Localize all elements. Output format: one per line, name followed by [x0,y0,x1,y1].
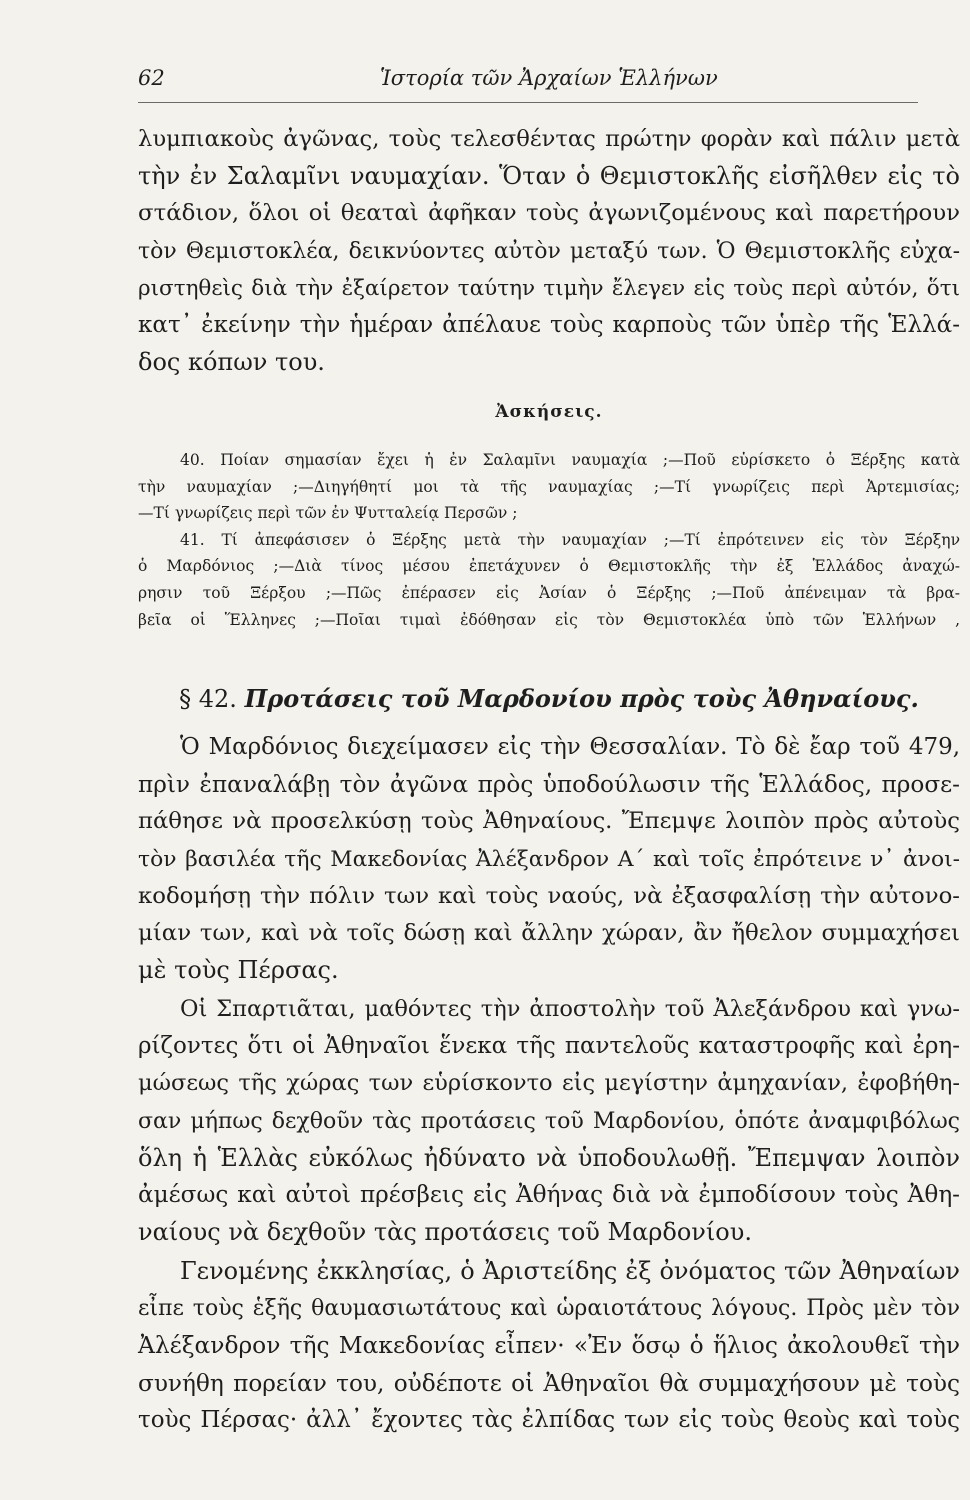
section-number: § 42. [179,685,237,713]
intro-paragraph [138,121,960,381]
text-line: τοὺς Πέρσας· ἀλλ᾽ ἔχοντες τὰς ἐλπίδας των εἰς τοὺς θεοὺς καὶ τοὺς [138,1406,960,1433]
section-title: Προτάσεις τοῦ Μαρδονίου πρὸς τοὺς Ἀθηναίους. [244,684,919,713]
text-line: δος κόπων του. [138,348,325,377]
text-line: Ἀλέξανδρον τῆς Μακεδονίας εἶπεν· «Ἐν ὅσῳ ὁ ἥλιος ἀκολουθεῖ τὴν [138,1332,960,1360]
text-line: κατ᾽ ἐκείνην τὴν ἡμέραν ἀπέλαυε τοὺς καρποὺς τῶν ὑπὲρ τῆς Ἑλλά- [138,312,960,339]
exercise-line: 40. Ποίαν σημασίαν ἔχει ἡ ἐν Σαλαμῖνι ναυμαχία ;—Ποῦ εὑρίσκετο ὁ Ξέρξης κατὰ [180,451,960,469]
text-line: ναίους νὰ δεχθοῦν τὰς προτάσεις τοῦ Μαρδονίου. [138,1218,752,1247]
exercises-list [138,447,960,633]
exercise-line: ὁ Μαρδόνιος ;—Διὰ τίνος μέσου ἐπετάχυνεν ὁ Θεμιστοκλῆς τὴν ἐξ Ἑλλάδος ἀναχώ- [138,557,960,576]
exercise-line: τὴν ναυμαχίαν ;—Διηγήθητί μοι τὰ τῆς ναυμαχίας ;—Τί γνωρίζεις περὶ Ἀρτεμισίας; [138,477,960,496]
running-title: Ἱστορία τῶν Ἀρχαίων Ἑλλήνων [380,66,718,90]
exercise-line: βεῖα οἱ Ἕλληνες ;—Ποῖαι τιμαὶ ἐδόθησαν εἰς τὸν Θεμιστοκλέα ὑπὸ τῶν Ἑλλήνων , [138,610,960,629]
exercise-line: ρησιν τοῦ Ξέρξου ;—Πῶς ἐπέρασεν εἰς Ἀσίαν ὁ Ξέρξης ;—Ποῦ ἀπένειμαν τὰ βρα- [138,583,960,602]
text-line: ρίζοντες ὅτι οἱ Ἀθηναῖοι ἕνεκα τῆς παντελοῦς καταστροφῆς καὶ ἐρη- [138,1033,960,1060]
text-line: πάθησε νὰ προσελκύσῃ τοὺς Ἀθηναίους. Ἔπεμψε λοιπὸν πρὸς αὐτοὺς [138,808,960,835]
text-line: στάδιον, ὅλοι οἱ θεαταὶ ἀφῆκαν τοὺς ἀγωνιζομένους καὶ παρετήρουν [138,200,960,227]
exercises-heading: Ἀσκήσεις. [495,402,603,422]
text-line: πρὶν ἐπαναλάβῃ τὸν ἀγῶνα πρὸς ὑποδούλωσιν τῆς Ἑλλάδος, προσε- [138,771,960,799]
text-line: τὴν ἐν Σαλαμῖνι ναυμαχίαν. Ὅταν ὁ Θεμιστοκλῆς εἰσῆλθεν εἰς τὸ [138,162,960,191]
text-line: Ὁ Μαρδόνιος διεχείμασεν εἰς τὴν Θεσσαλίαν. Τὸ δὲ ἔαρ τοῦ 479, [180,734,960,760]
section-heading [138,684,960,713]
text-line: τὸν βασιλέα τῆς Μακεδονίας Ἀλέξανδρον Α΄ καὶ τοῖς ἐπρότεινε ν᾽ ἀνοι- [138,846,960,872]
text-line: συνήθη πορείαν του, οὐδέποτε οἱ Ἀθηναῖοι θὰ συμμαχήσουν μὲ τοὺς [138,1369,960,1397]
running-head [138,62,918,103]
text-line: τὸν Θεμιστοκλέα, δεικνύοντες αὐτὸν μεταξύ των. Ὁ Θεμιστοκλῆς εὐχα- [138,238,960,264]
text-line: κοδομήσῃ τὴν πόλιν των καὶ τοὺς ναούς, νὰ ἐξασφαλίσῃ τὴν αὐτονο- [138,882,960,909]
text-line: ὅλη ἡ Ἑλλὰς εὐκόλως ἠδύνατο νὰ ὑποδουλωθῇ. Ἔπεμψαν λοιπὸν [138,1143,960,1172]
text-line: σαν μήπως δεχθοῦν τὰς προτάσεις τοῦ Μαρδονίου, ὁπότε ἀναμφιβόλως [138,1108,960,1134]
text-line: ριστηθεὶς διὰ τὴν ἐξαίρετον ταύτην τιμὴν ἔλεγεν εἰς τοὺς περὶ αὐτόν, ὅτι [138,275,960,301]
exercise-line: 41. Τί ἀπεφάσισεν ὁ Ξέρξης μετὰ τὴν ναυμαχίαν ;—Τί ἐπρότεινεν εἰς τὸν Ξέρξην [180,530,960,549]
paragraph-3 [138,1253,960,1439]
text-line: λυμπιακοὺς ἀγῶνας, τοὺς τελεσθέντας πρώτην φορὰν καὶ πάλιν μετὰ [138,126,960,152]
text-line: εἶπε τοὺς ἑξῆς θαυμασιωτάτους καὶ ὡραιοτάτους λόγους. Πρὸς μὲν τὸν [138,1296,960,1322]
text-line: μὲ τοὺς Πέρσας. [138,956,339,985]
paragraph-1 [138,729,960,989]
text-line: μίαν των, καὶ νὰ τοῖς δώσῃ καὶ ἄλλην χώραν, ἂν ἤθελον συμμαχήσει [138,920,960,947]
page-number: 62 [138,66,165,90]
text-line: μώσεως τῆς χώρας των εὑρίσκοντο εἰς μεγίστην ἀμηχανίαν, ἐφοβήθη- [138,1070,960,1097]
text-line: Οἱ Σπαρτιᾶται, μαθόντες τὴν ἀποστολὴν τοῦ Ἀλεξάνδρου καὶ γνω- [180,996,960,1022]
exercise-line: —Τί γνωρίζεις περὶ τῶν ἐν Ψυτταλείᾳ Περσῶν ; [138,504,518,523]
paragraph-2 [138,991,960,1251]
text-line: ἀμέσως καὶ αὐτοὶ πρέσβεις εἰς Ἀθήνας διὰ νὰ ἐμποδίσουν τοὺς Ἀθη- [138,1182,960,1209]
text-line: Γενομένης ἐκκλησίας, ὁ Ἀριστείδης ἐξ ὀνόματος τῶν Ἀθηναίων [180,1257,960,1285]
